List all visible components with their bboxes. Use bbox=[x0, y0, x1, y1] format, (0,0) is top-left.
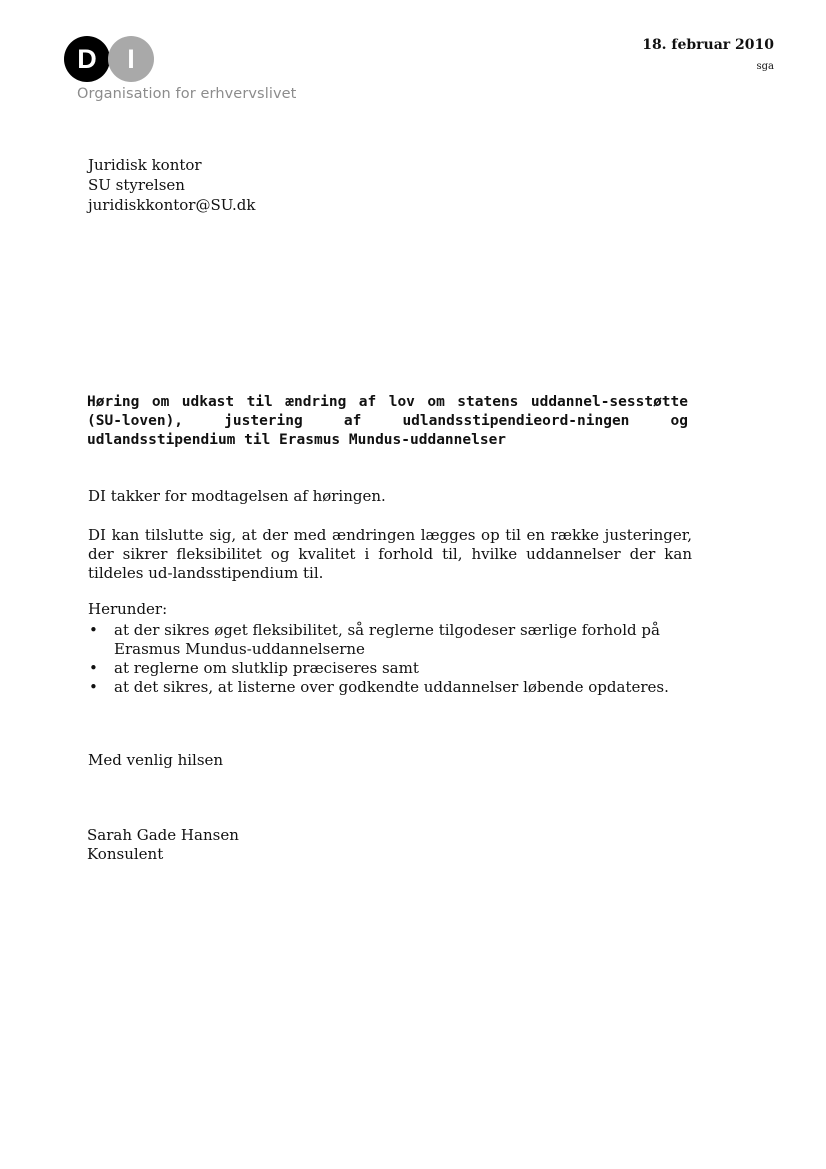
logo-d-circle: D bbox=[64, 36, 110, 82]
letter-date: 18. februar 2010 bbox=[642, 37, 774, 53]
closing-salutation: Med venlig hilsen bbox=[88, 751, 224, 769]
logo-i-circle: I bbox=[108, 36, 154, 82]
list-item-text: at reglerne om slutklip præciseres samt bbox=[114, 659, 419, 677]
list-intro: Herunder: bbox=[88, 600, 168, 618]
recipient-email: juridiskkontor@SU.dk bbox=[88, 196, 256, 214]
bullet-icon: • bbox=[89, 621, 98, 639]
list-item-text: at der sikres øget fleksibilitet, så reglerne tilgodeser særlige forhold på Erasmus Mundus-uddannelserne bbox=[114, 621, 660, 658]
list-item bbox=[88, 678, 692, 697]
logo-tagline: Organisation for erhvervslivet bbox=[77, 86, 297, 102]
bullet-icon: • bbox=[89, 678, 98, 696]
list-item bbox=[88, 659, 692, 678]
author-initials: sga bbox=[756, 61, 774, 72]
list-item-text: at det sikres, at listerne over godkendte uddannelser løbende opdateres. bbox=[114, 678, 669, 696]
signer-title: Konsulent bbox=[87, 845, 164, 863]
subject-heading: Høring om udkast til ændring af lov om statens uddannel-sesstøtte (SU-loven), justering af udlandsstipendieord-ningen og udlandsstipendium til Erasmus Mundus-uddannelser bbox=[87, 394, 688, 448]
di-logo bbox=[64, 36, 304, 106]
signature-block bbox=[87, 826, 239, 864]
list-item bbox=[88, 621, 692, 659]
body-paragraph: DI kan tilslutte sig, at der med ændringen lægges op til en række justeringer, der sikrer fleksibilitet og kvalitet i forhold til, hvilke uddannelser der kan tildeles ud-landsstipendium til. bbox=[88, 526, 692, 582]
bullet-list bbox=[88, 621, 692, 697]
di-logo-mark bbox=[64, 36, 156, 82]
recipient-line: Juridisk kontor bbox=[88, 156, 202, 174]
signer-name: Sarah Gade Hansen bbox=[87, 826, 239, 844]
recipient-address bbox=[88, 155, 255, 215]
recipient-line: SU styrelsen bbox=[88, 176, 185, 194]
body-paragraph: DI takker for modtagelsen af høringen. bbox=[88, 487, 386, 505]
bullet-icon: • bbox=[89, 659, 98, 677]
